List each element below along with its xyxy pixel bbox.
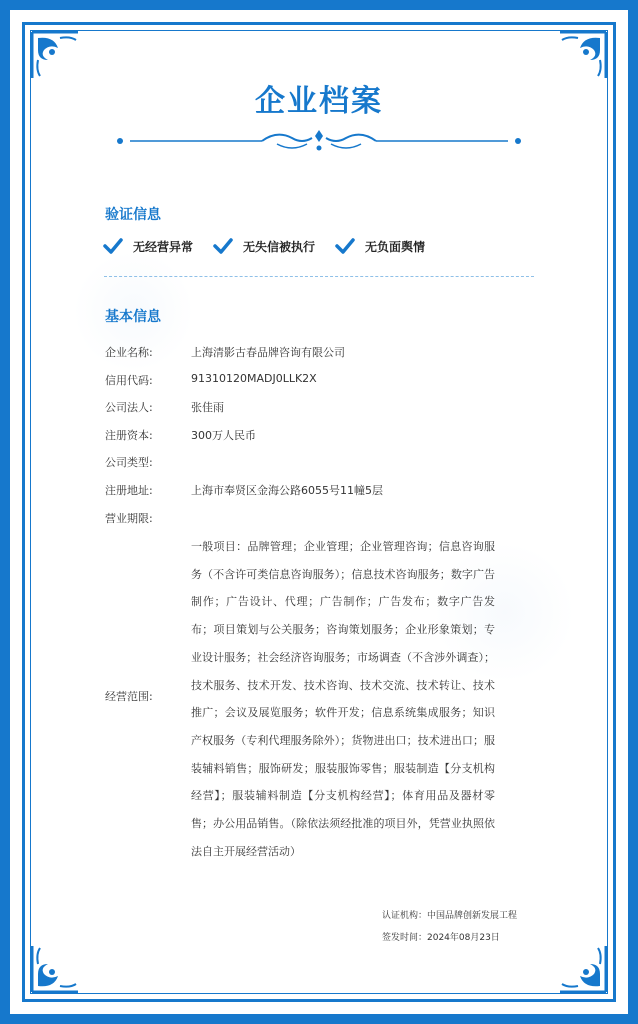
verify-item-label: 无负面舆情 — [365, 239, 426, 254]
corner-ornament-icon — [558, 30, 608, 80]
title-divider-ornament-icon — [112, 126, 526, 156]
corner-ornament-icon — [30, 30, 80, 80]
info-value: 张佳雨 — [191, 401, 224, 414]
issuer-text: 认证机构：中国品牌创新发展工程 — [382, 911, 518, 921]
info-value: 上海市奉贤区金海公路6055号11幢5层 — [191, 484, 383, 497]
corner-ornament-icon — [30, 944, 80, 994]
verify-item — [213, 236, 315, 256]
verify-item — [103, 236, 193, 256]
info-label: 注册资本: — [105, 429, 153, 442]
verify-item-label: 无经营异常 — [133, 239, 194, 254]
info-label: 公司类型: — [105, 456, 153, 469]
info-value: 上海清影古春品牌咨询有限公司 — [191, 346, 345, 359]
info-value: 300万人民币 — [191, 429, 256, 442]
verify-item-label: 无失信被执行 — [243, 239, 316, 254]
check-icon — [335, 236, 355, 256]
info-value: 91310120MADJ0LLK2X — [191, 372, 317, 385]
section-divider — [104, 276, 534, 277]
info-label: 信用代码: — [105, 374, 153, 387]
corner-ornament-icon — [558, 944, 608, 994]
issue-date-text: 签发时间：2024年08月23日 — [382, 933, 500, 943]
verify-list — [103, 236, 445, 256]
info-label: 营业期限: — [105, 512, 153, 525]
check-icon — [213, 236, 233, 256]
page-title: 企业档案 — [255, 84, 383, 119]
info-label: 注册地址: — [105, 484, 153, 497]
basic-section-title: 基本信息 — [105, 309, 161, 325]
scope-value: 一般项目：品牌管理；企业管理；企业管理咨询；信息咨询服务（不含许可类信息咨询服务）；信息技术咨询服务；数字广告制作；广告设计、代理；广告制作；广告发布；数字广告发布；项目策划与公关服务；咨询策划服务；企业形象策划；专业设计服务；社会经济咨询服务；市场调查（不含涉外调查）；技术服务、技术开发、技术咨询、技术交流、技术转让、技术推广；会议及展览服务；软件开发；信息系统集成服务；知识产权服务（专利代理服务除外）；货物进出口；技术进出口；服装辅料销售；服饰研发；服装服饰零售；服装制造【分支机构经营】；服装辅料制造【分支机构经营】；体育用品及器材零售；办公用品销售。（除依法须经批准的项目外，凭营业执照依法自主开展经营活动） — [191, 540, 495, 858]
verify-item — [335, 236, 425, 256]
check-icon — [103, 236, 123, 256]
info-label: 公司法人: — [105, 401, 153, 414]
info-label: 企业名称: — [105, 346, 153, 359]
scope-label: 经营范围: — [105, 690, 153, 703]
verify-section-title: 验证信息 — [105, 207, 161, 223]
